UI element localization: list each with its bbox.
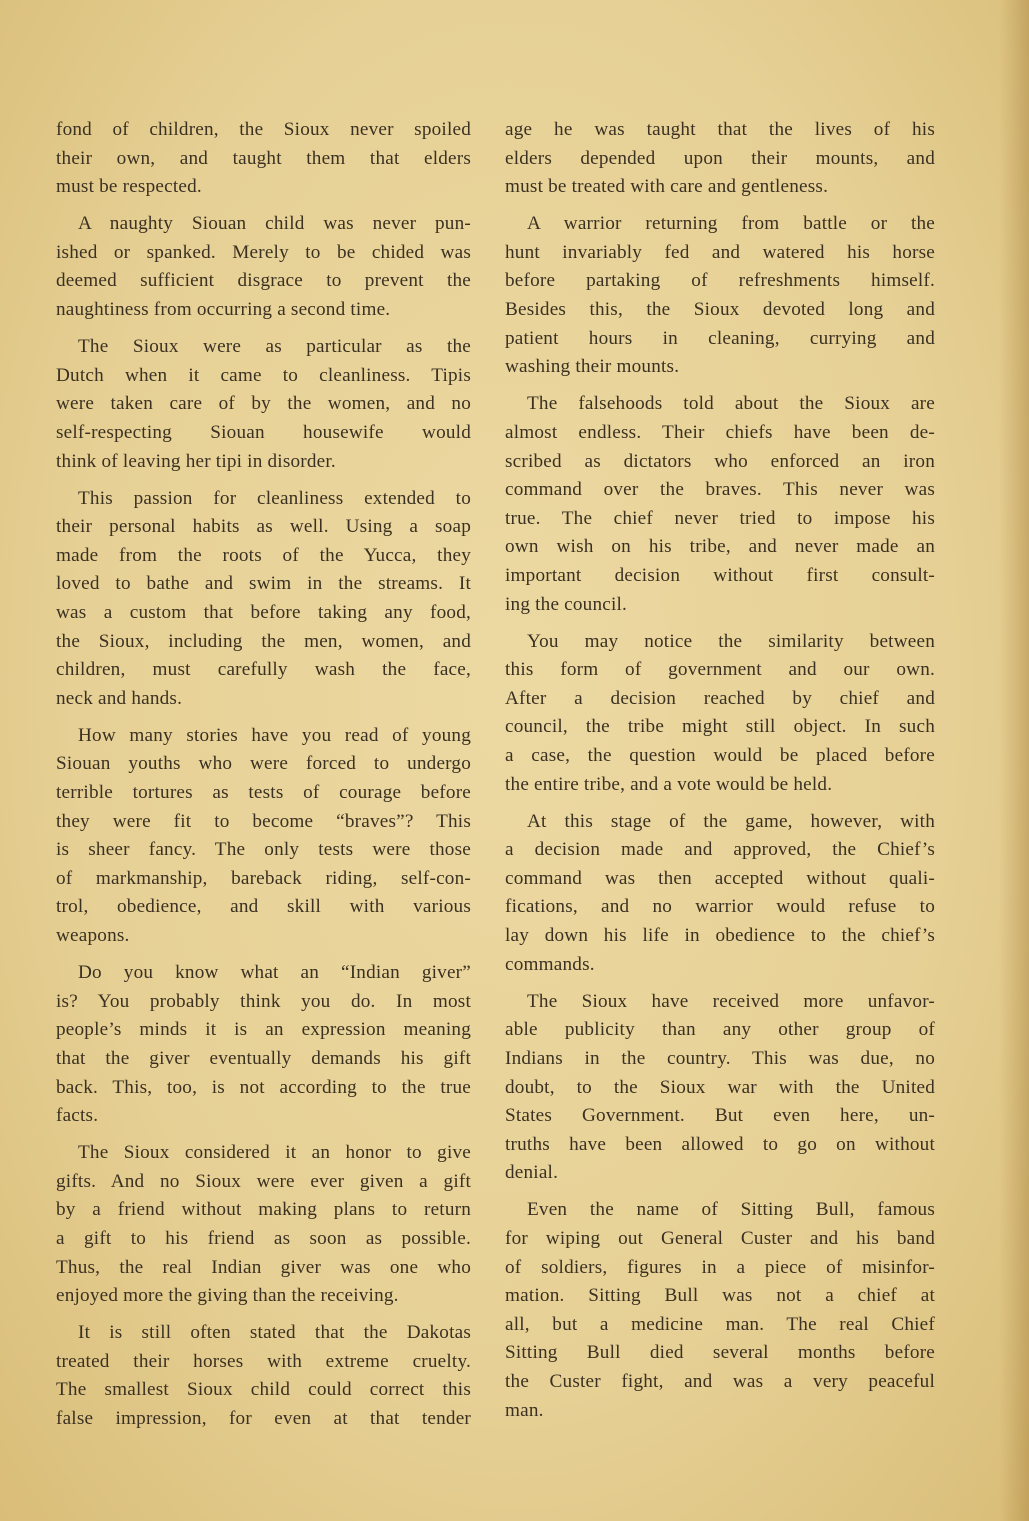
text-line: States Government. But even here, un- bbox=[505, 1105, 935, 1127]
text-line: truths have been allowed to go on without bbox=[505, 1133, 935, 1155]
text-line: a case, the question would be placed before bbox=[505, 744, 935, 766]
text-line: commands. bbox=[505, 953, 595, 975]
text-line: made from the roots of the Yucca, they bbox=[56, 544, 471, 566]
paragraph bbox=[505, 210, 935, 382]
text-line: patient hours in cleaning, currying and bbox=[505, 327, 935, 349]
text-line: important decision without first consult- bbox=[505, 564, 935, 586]
text-line: Siouan youths who were forced to undergo bbox=[56, 753, 471, 775]
text-line: lay down his life in obedience to the chief’s bbox=[505, 925, 935, 947]
text-line: is sheer fancy. The only tests were those bbox=[56, 839, 471, 861]
text-line: treated their horses with extreme cruelty. bbox=[56, 1350, 471, 1372]
text-line: man. bbox=[505, 1399, 544, 1421]
left-text-column bbox=[56, 116, 471, 1442]
text-line: before partaking of refreshments himself. bbox=[505, 270, 935, 292]
paragraph bbox=[56, 722, 471, 951]
text-line: this form of government and our own. bbox=[505, 659, 935, 681]
text-line: of soldiers, figures in a piece of misinfor- bbox=[505, 1256, 935, 1278]
text-line: hunt invariably fed and watered his horse bbox=[505, 241, 935, 263]
text-line: the Sioux, including the men, women, and bbox=[56, 630, 471, 652]
text-line: of markmanship, bareback riding, self-con- bbox=[56, 867, 471, 889]
text-line: It is still often stated that the Dakotas bbox=[78, 1322, 471, 1344]
text-line: mation. Sitting Bull was not a chief at bbox=[505, 1285, 935, 1307]
text-line: facts. bbox=[56, 1105, 99, 1127]
paragraph bbox=[505, 1196, 935, 1425]
text-line: washing their mounts. bbox=[505, 356, 680, 378]
paragraph bbox=[56, 485, 471, 714]
text-line: their personal habits as well. Using a soap bbox=[56, 516, 471, 538]
paragraph bbox=[56, 1139, 471, 1311]
text-line: After a decision reached by chief and bbox=[505, 687, 935, 709]
text-line: for wiping out General Custer and his band bbox=[505, 1227, 935, 1249]
text-line: At this stage of the game, however, with bbox=[527, 810, 935, 832]
text-line: terrible tortures as tests of courage before bbox=[56, 782, 471, 804]
text-line: a decision made and approved, the Chief’s bbox=[505, 839, 935, 861]
text-line: Thus, the real Indian giver was one who bbox=[56, 1256, 471, 1278]
text-line: false impression, for even at that tender bbox=[56, 1408, 471, 1430]
text-line: The falsehoods told about the Sioux are bbox=[527, 393, 935, 415]
text-line: denial. bbox=[505, 1162, 559, 1184]
text-line: loved to bathe and swim in the streams. It bbox=[56, 573, 471, 595]
text-line: people’s minds it is an expression meaning bbox=[56, 1019, 471, 1041]
text-line: council, the tribe might still object. In such bbox=[505, 716, 935, 738]
text-line: back. This, too, is not according to the true bbox=[56, 1076, 471, 1098]
right-text-column bbox=[505, 116, 935, 1434]
text-line: Indians in the country. This was due, no bbox=[505, 1047, 935, 1069]
text-line: almost endless. Their chiefs have been de- bbox=[505, 421, 935, 443]
text-line: Even the name of Sitting Bull, famous bbox=[527, 1199, 935, 1221]
text-line: This passion for cleanliness extended to bbox=[78, 487, 471, 509]
text-line: neck and hands. bbox=[56, 687, 183, 709]
text-line: that the giver eventually demands his gift bbox=[56, 1047, 471, 1069]
text-line: The Sioux were as particular as the bbox=[78, 336, 471, 358]
text-line: all, but a medicine man. The real Chief bbox=[505, 1313, 935, 1335]
paper-edge-shadow bbox=[999, 0, 1029, 1521]
text-line: their own, and taught them that elders bbox=[56, 147, 471, 169]
text-line: the Custer fight, and was a very peaceful bbox=[505, 1370, 935, 1392]
text-line: weapons. bbox=[56, 925, 130, 947]
text-line: doubt, to the Sioux war with the United bbox=[505, 1076, 935, 1098]
text-line: Sitting Bull died several months before bbox=[505, 1342, 935, 1364]
text-line: A naughty Siouan child was never pun- bbox=[78, 213, 471, 235]
text-line: You may notice the similarity between bbox=[527, 630, 935, 652]
text-line: the entire tribe, and a vote would be held. bbox=[505, 773, 833, 795]
paragraph bbox=[505, 116, 935, 202]
text-line: Do you know what an “Indian giver” bbox=[78, 962, 471, 984]
text-line: own wish on his tribe, and never made an bbox=[505, 536, 935, 558]
text-line: Dutch when it came to cleanliness. Tipis bbox=[56, 364, 471, 386]
text-line: command over the braves. This never was bbox=[505, 479, 935, 501]
text-line: true. The chief never tried to impose his bbox=[505, 507, 935, 529]
text-line: is? You probably think you do. In most bbox=[56, 990, 471, 1012]
text-line: ished or spanked. Merely to be chided was bbox=[56, 241, 471, 263]
text-line: enjoyed more the giving than the receiving. bbox=[56, 1285, 399, 1307]
text-line: deemed sufficient disgrace to prevent the bbox=[56, 270, 471, 292]
text-line: A warrior returning from battle or the bbox=[527, 213, 935, 235]
text-line: they were fit to become “braves”? This bbox=[56, 810, 471, 832]
text-line: gifts. And no Sioux were ever given a gift bbox=[56, 1170, 471, 1192]
text-line: The Sioux have received more unfavor- bbox=[527, 990, 935, 1012]
paragraph bbox=[505, 628, 935, 800]
text-line: naughtiness from occurring a second time. bbox=[56, 299, 391, 321]
text-line: fications, and no warrior would refuse to bbox=[505, 896, 935, 918]
text-line: children, must carefully wash the face, bbox=[56, 659, 471, 681]
text-line: age he was taught that the lives of his bbox=[505, 119, 935, 140]
text-line: trol, obedience, and skill with various bbox=[56, 896, 471, 918]
text-line: was a custom that before taking any food, bbox=[56, 602, 471, 623]
paragraph bbox=[505, 808, 935, 980]
text-line: How many stories have you read of young bbox=[78, 724, 471, 746]
text-line: Besides this, the Sioux devoted long and bbox=[505, 299, 935, 321]
text-line: by a friend without making plans to return bbox=[56, 1199, 471, 1221]
text-line: The Sioux considered it an honor to give bbox=[78, 1142, 471, 1164]
text-line: think of leaving her tipi in disorder. bbox=[56, 450, 336, 472]
text-line: command was then accepted without quali- bbox=[505, 867, 935, 889]
paragraph bbox=[56, 116, 471, 202]
text-line: scribed as dictators who enforced an iron bbox=[505, 450, 935, 472]
paragraph bbox=[56, 1319, 471, 1433]
text-line: fond of children, the Sioux never spoiled bbox=[56, 119, 471, 140]
paragraph bbox=[505, 988, 935, 1188]
paragraph bbox=[56, 210, 471, 324]
text-line: ing the council. bbox=[505, 593, 628, 615]
text-line: a gift to his friend as soon as possible. bbox=[56, 1227, 471, 1249]
text-line: The smallest Sioux child could correct this bbox=[56, 1379, 471, 1401]
text-line: were taken care of by the women, and no bbox=[56, 393, 471, 415]
text-line: elders depended upon their mounts, and bbox=[505, 147, 935, 169]
paragraph bbox=[56, 333, 471, 476]
paragraph bbox=[56, 959, 471, 1131]
text-line: able publicity than any other group of bbox=[505, 1019, 935, 1041]
text-line: must be respected. bbox=[56, 176, 202, 198]
paragraph bbox=[505, 390, 935, 619]
text-line: self-respecting Siouan housewife would bbox=[56, 421, 471, 443]
text-line: must be treated with care and gentleness. bbox=[505, 176, 829, 198]
